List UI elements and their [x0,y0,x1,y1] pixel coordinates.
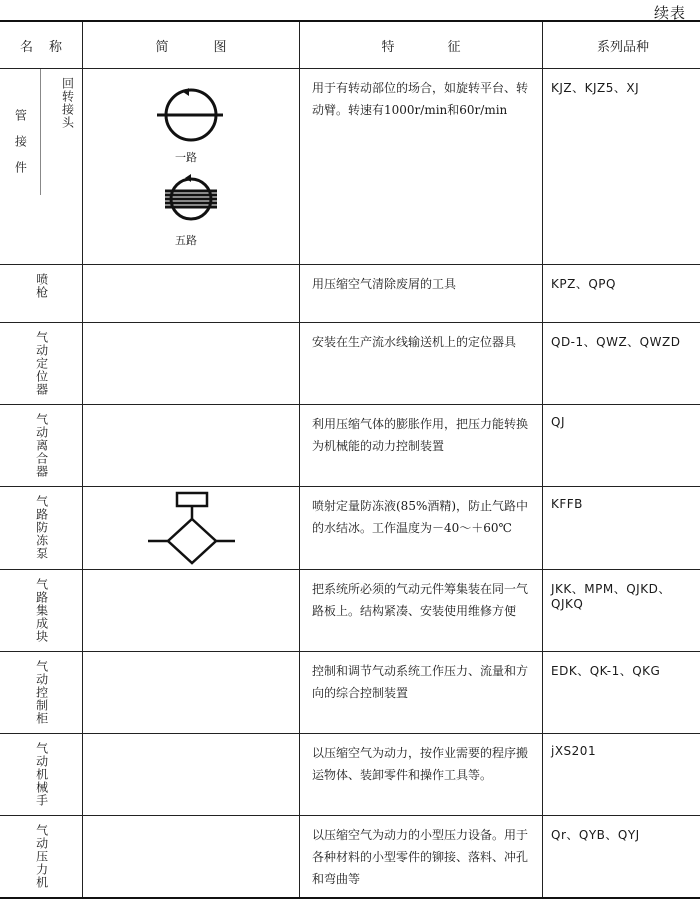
row-features: 喷射定量防冻液(85%酒精)，防止气路中的水结冰。工作温度为－40～＋60℃ [300,487,542,539]
row-name: 喷枪 [34,273,47,299]
row-name: 气动压力机 [34,824,47,889]
rotary-joint-five-way-figure [165,174,217,219]
table-row [0,487,700,570]
header-name: 名 称 [0,21,83,69]
continued-label: 续表 [654,2,686,23]
row-features: 用压缩空气清除废屑的工具 [300,265,542,295]
row-name: 气动定位器 [34,331,47,396]
header-figure: 简 图 [83,21,300,69]
row-features: 把系统所必须的气动元件筹集装在同一气路板上。结构紧凑、安装使用维修方便 [300,570,542,622]
row-name: 气动离合器 [34,413,47,478]
table-row [0,570,700,652]
row-features: 以压缩空气为动力的小型压力设备。用于各种材料的小型零件的铆接、落料、冲孔和弯曲等 [300,816,542,890]
row-name: 气路集成块 [34,578,47,643]
row-varieties: jXS201 [543,734,700,758]
row-varieties: QD-1、QWZ、QWZD [543,323,700,350]
row-name: 气动机械手 [34,742,47,807]
table-row [0,734,700,816]
row-features: 控制和调节气动系统工作压力、流量和方向的综合控制装置 [300,652,542,704]
row-features: 用于有转动部位的场合，如旋转平台、转动臂。转速有1000r/min和60r/min [300,69,542,121]
row-name: 气动控制柜 [34,660,47,725]
table-row [0,265,700,323]
table-row [0,405,700,487]
caption-five-way: 五路 [175,232,197,248]
table-row [0,323,700,405]
table-row [0,816,700,899]
table-header [0,21,700,69]
row-varieties: EDK、QK-1、QKG [543,652,700,679]
row-varieties: QJ [543,405,700,429]
category-label: 管接件 [13,109,26,187]
row-features: 利用压缩气体的膨胀作用，把压力能转换为机械能的动力控制装置 [300,405,542,457]
table-row [0,652,700,734]
row-varieties: KJZ、KJZ5、XJ [543,69,700,96]
row-varieties: KPZ、QPQ [543,265,700,292]
caption-one-way: 一路 [175,149,197,165]
header-varieties: 系列品种 [543,21,700,69]
header-features: 特 征 [300,21,543,69]
row-varieties: JKK、MPM、QJKD、QJKQ [543,570,700,611]
component-table [0,20,700,899]
row-name: 回转接头 [60,77,73,187]
row-varieties: Qr、QYB、QYJ [543,816,700,843]
row-features: 安装在生产流水线输送机上的定位器具 [300,323,542,353]
antifreeze-pump-figure [83,487,299,569]
row-varieties: KFFB [543,487,700,511]
row-name: 气路防冻泵 [34,495,47,560]
row-features: 以压缩空气为动力，按作业需要的程序搬运物体、装卸零件和操作工具等。 [300,734,542,786]
table-row [0,69,700,265]
